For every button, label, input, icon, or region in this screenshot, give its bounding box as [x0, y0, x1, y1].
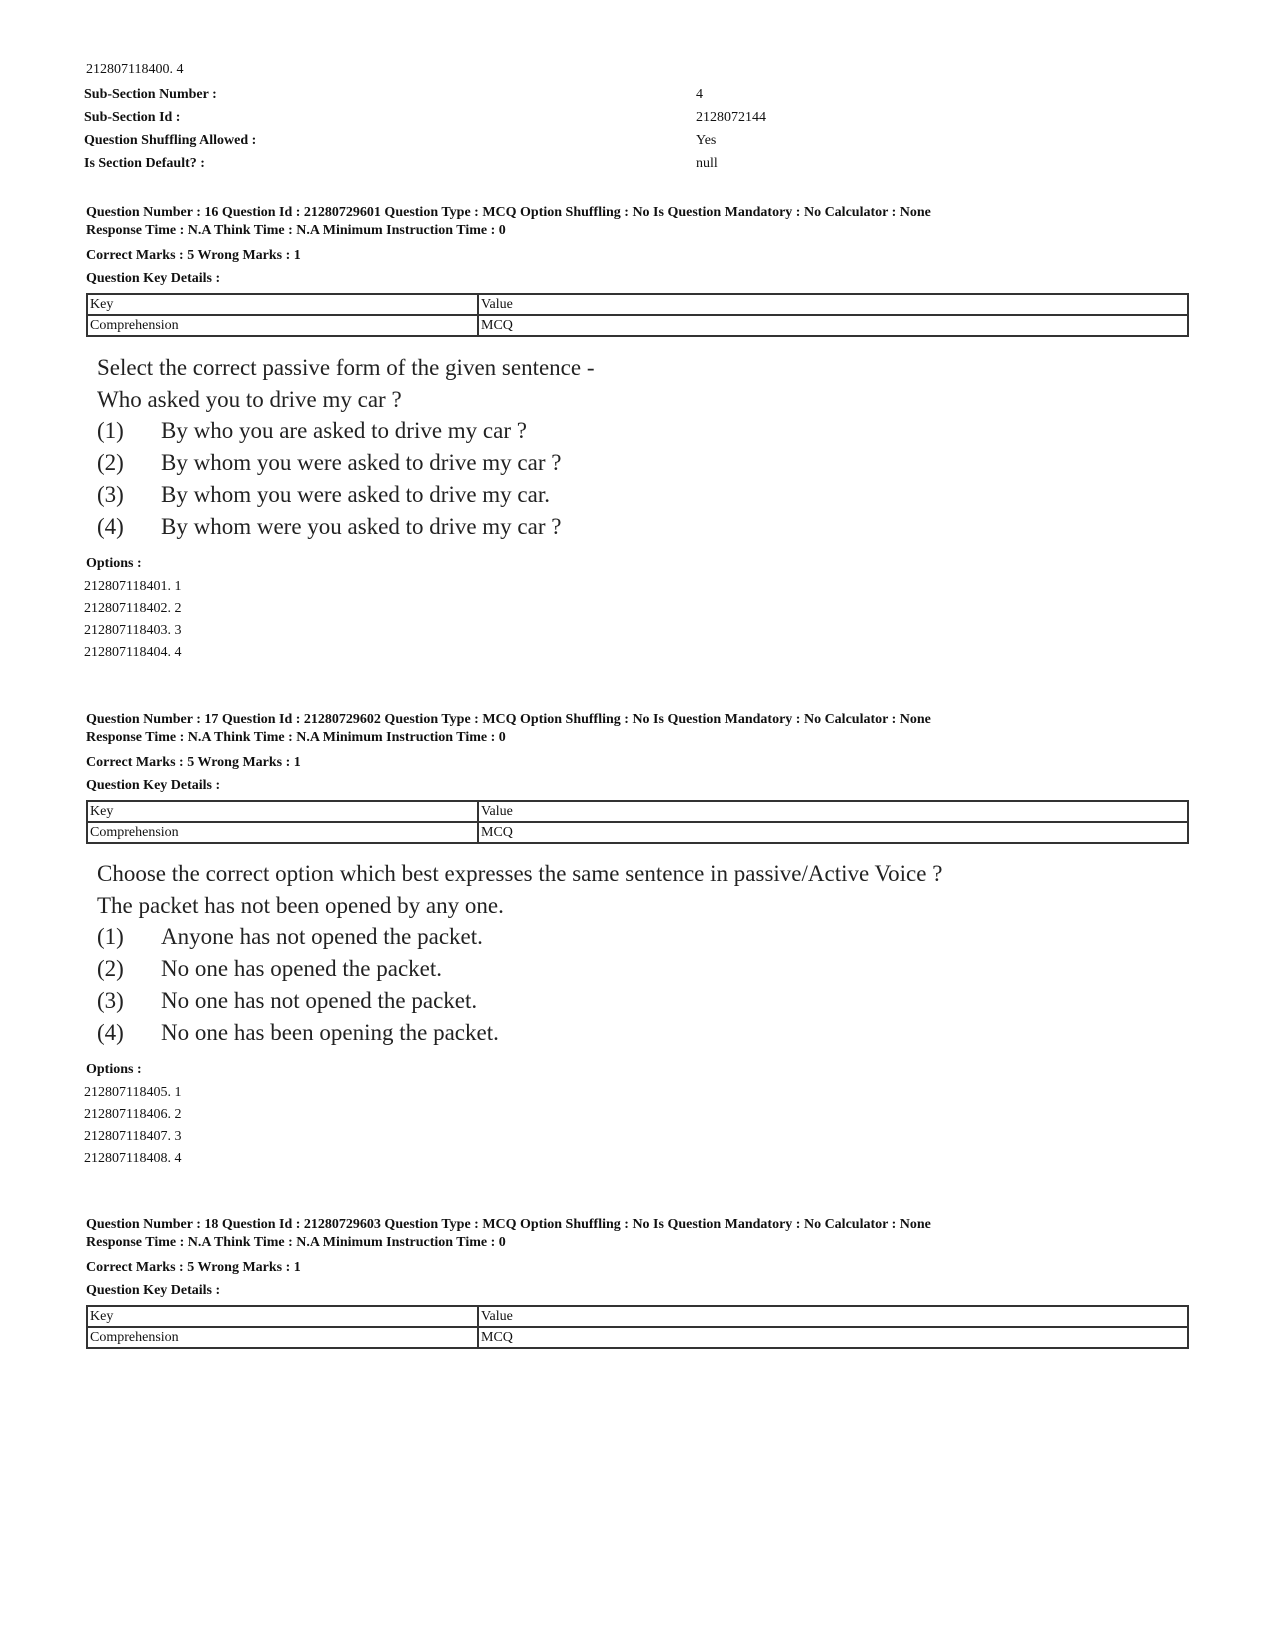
- choice-text: By who you are asked to drive my car ?: [161, 418, 527, 443]
- option-id: 212807118402. 2: [84, 601, 182, 616]
- choice-text: No one has opened the packet.: [161, 956, 443, 981]
- meta-value: Yes: [696, 133, 717, 148]
- marks-line: Correct Marks : 5 Wrong Marks : 1: [86, 248, 301, 263]
- question-line: Who asked you to drive my car ?: [97, 387, 402, 412]
- question-header-line: Question Number : 18 Question Id : 21280729603 Question Type : MCQ Option Shuffling : No Is Question Mandatory : No Calculator : None: [86, 1217, 931, 1232]
- options-heading: Options :: [86, 556, 142, 571]
- question-header: [86, 711, 1186, 747]
- question-text: [97, 858, 942, 922]
- table-header-value: Value: [478, 294, 1188, 315]
- question-header-line: Response Time : N.A Think Time : N.A Minimum Instruction Time : 0: [86, 1235, 506, 1250]
- key-details-label: Question Key Details :: [86, 778, 221, 793]
- option-id-line: 212807118400. 4: [86, 62, 184, 77]
- table-cell-value: MCQ: [478, 822, 1188, 843]
- question-header-line: Question Number : 16 Question Id : 21280729601 Question Type : MCQ Option Shuffling : No Is Question Mandatory : No Calculator : None: [86, 205, 931, 220]
- choice-number: (3): [97, 482, 124, 507]
- choice-number: (3): [97, 988, 124, 1013]
- question-line: Choose the correct option which best expresses the same sentence in passive/Active Voice ?: [97, 861, 943, 886]
- answer-choice: [97, 956, 442, 982]
- key-details-table: [86, 800, 1189, 844]
- answer-choice: [97, 1020, 499, 1046]
- key-details-label: Question Key Details :: [86, 1283, 221, 1298]
- table-cell-key: Comprehension: [87, 1327, 478, 1348]
- meta-label: Question Shuffling Allowed :: [84, 133, 257, 148]
- option-id: 212807118406. 2: [84, 1107, 182, 1122]
- meta-value: 4: [696, 87, 703, 102]
- marks-line: Correct Marks : 5 Wrong Marks : 1: [86, 1260, 301, 1275]
- table-cell-key: Comprehension: [87, 315, 478, 336]
- table-header-value: Value: [478, 1306, 1188, 1327]
- answer-choice: [97, 450, 561, 476]
- question-header-line: Question Number : 17 Question Id : 21280729602 Question Type : MCQ Option Shuffling : No Is Question Mandatory : No Calculator : None: [86, 712, 931, 727]
- key-details-label: Question Key Details :: [86, 271, 221, 286]
- option-id: 212807118404. 4: [84, 645, 182, 660]
- meta-label: Is Section Default? :: [84, 156, 205, 171]
- question-line: The packet has not been opened by any one.: [97, 893, 504, 918]
- choice-text: Anyone has not opened the packet.: [161, 924, 483, 949]
- question-header-line: Response Time : N.A Think Time : N.A Minimum Instruction Time : 0: [86, 223, 506, 238]
- table-cell-value: MCQ: [478, 1327, 1188, 1348]
- answer-choice: [97, 924, 483, 950]
- option-id-list: [84, 1082, 181, 1170]
- choice-number: (4): [97, 1020, 124, 1045]
- meta-value: 2128072144: [696, 110, 766, 125]
- choice-number: (1): [97, 924, 124, 949]
- answer-choice: [97, 988, 477, 1014]
- question-header-line: Response Time : N.A Think Time : N.A Minimum Instruction Time : 0: [86, 730, 506, 745]
- table-header-key: Key: [87, 801, 478, 822]
- key-details-table: [86, 293, 1189, 337]
- choice-text: No one has not opened the packet.: [161, 988, 478, 1013]
- meta-value: null: [696, 156, 718, 171]
- option-id: 212807118401. 1: [84, 579, 182, 594]
- option-id: 212807118405. 1: [84, 1085, 182, 1100]
- question-text: [97, 352, 595, 416]
- table-cell-value: MCQ: [478, 315, 1188, 336]
- meta-label: Sub-Section Number :: [84, 87, 217, 102]
- table-cell-key: Comprehension: [87, 822, 478, 843]
- question-line: Select the correct passive form of the given sentence -: [97, 355, 595, 380]
- choice-text: By whom were you asked to drive my car ?: [161, 514, 562, 539]
- choice-number: (1): [97, 418, 124, 443]
- option-id: 212807118408. 4: [84, 1151, 182, 1166]
- table-header-value: Value: [478, 801, 1188, 822]
- table-header-key: Key: [87, 294, 478, 315]
- answer-choice: [97, 482, 550, 508]
- marks-line: Correct Marks : 5 Wrong Marks : 1: [86, 755, 301, 770]
- option-id-list: [84, 576, 181, 664]
- choice-text: By whom you were asked to drive my car ?: [161, 450, 562, 475]
- options-heading: Options :: [86, 1062, 142, 1077]
- choice-number: (4): [97, 514, 124, 539]
- answer-choice: [97, 514, 561, 540]
- choice-number: (2): [97, 450, 124, 475]
- option-id: 212807118403. 3: [84, 623, 182, 638]
- key-details-table: [86, 1305, 1189, 1349]
- choice-number: (2): [97, 956, 124, 981]
- table-header-key: Key: [87, 1306, 478, 1327]
- choice-text: By whom you were asked to drive my car.: [161, 482, 550, 507]
- choice-text: No one has been opening the packet.: [161, 1020, 499, 1045]
- option-id: 212807118407. 3: [84, 1129, 182, 1144]
- question-header: [86, 1216, 1186, 1252]
- answer-choice: [97, 418, 527, 444]
- question-header: [86, 204, 1186, 240]
- meta-label: Sub-Section Id :: [84, 110, 181, 125]
